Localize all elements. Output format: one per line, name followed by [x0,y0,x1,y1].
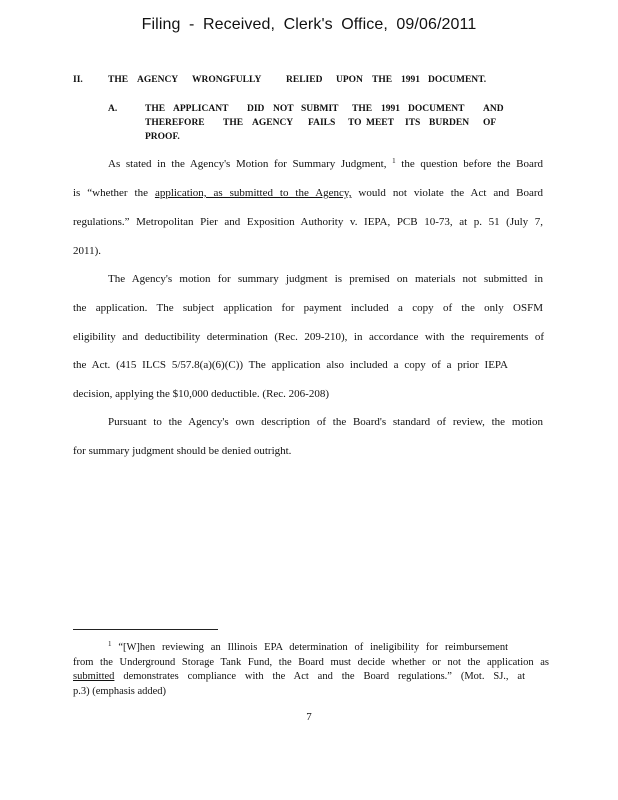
page-number: 7 [306,711,312,723]
heading-word: 1991 [381,104,400,114]
footnote-line-4: p.3) (emphasis added) [73,686,167,697]
heading-word: RELIED [286,75,323,85]
heading-word: THE [372,75,393,85]
paragraph-3-line-2: for summary judgment should be denied outright. [73,445,292,457]
paragraph-1-line-1: As stated in the Agency's Motion for Summary Judgment, $^1$ the question before the Board [108,157,544,170]
heading-a-letter: A. [108,104,118,114]
heading-word: AND [483,104,504,114]
heading-word: DOCUMENT. [428,75,487,85]
paragraph-1-line-4: 2011). [73,245,102,257]
heading-word: AGENCY [252,118,294,128]
heading-word: TO [348,118,362,128]
heading-word: SUBMIT [301,104,339,114]
heading-word: THE [145,104,166,114]
footnote-line-1: $^1$ “[W]hen reviewing an Illinois EPA determination of ineligibility for reimbursement [108,640,508,653]
footnote-line-2: from the Underground Storage Tank Fund, the Board must decide whether or not the application as [73,657,549,668]
heading-word: PROOF. [145,132,180,142]
paragraph-2-line-4: the Act. (415 ILCS 5/57.8(a)(6)(C)) The application also included a copy of a prior IEPA [73,359,508,371]
footnote-marker: 1 [108,640,112,648]
underlined-emphasis: application, as submitted to the Agency, [154,187,352,199]
heading-word: 1991 [401,75,420,85]
filing-stamp-header: Filing - Received, Clerk's Office, 09/06/2011 [141,16,477,33]
paragraph-1-line-2: is “whether the application, as submitted to the Agency, would not violate the Act and Board [73,187,544,199]
footnote-reference[interactable]: 1 [392,157,396,165]
heading-word: MEET [366,118,394,128]
heading-word: DID [247,104,265,114]
paragraph-1-line-3: regulations.” Metropolitan Pier and Exposition Authority v. IEPA, PCB 10-73, at p. 51 (July 7, [73,216,543,228]
heading-word: DOCUMENT [408,104,465,114]
paragraph-2-line-5: decision, applying the $10,000 deductible. (Rec. 206-208) [73,388,329,400]
underlined-emphasis: submitted [73,671,115,682]
heading-ii-number: II. [73,75,83,85]
heading-word: BURDEN [429,118,470,128]
heading-word: APPLICANT [173,104,229,114]
heading-word: WRONGFULLY [192,75,262,85]
heading-word: THEREFORE [145,118,205,128]
paragraph-2-line-1: The Agency's motion for summary judgment is premised on materials not submitted in [108,273,543,285]
heading-word: THE [352,104,373,114]
heading-word: THE [223,118,244,128]
footnote-separator [73,629,218,630]
heading-word: AGENCY [137,75,179,85]
heading-word: ITS [405,118,421,128]
heading-word: NOT [273,104,294,114]
heading-word: FAILS [308,118,336,128]
footnote-line-3: submitted demonstrates compliance with the Act and the Board regulations.” (Mot. SJ., at [73,671,526,682]
paragraph-2-line-2: the application. The subject application for payment included a copy of the only OSFM [73,302,543,314]
heading-word: OF [483,118,497,128]
heading-word: THE [108,75,129,85]
heading-word: UPON [336,75,363,85]
paragraph-3-line-1: Pursuant to the Agency's own description of the Board's standard of review, the motion [108,416,543,428]
paragraph-2-line-3: eligibility and deductibility determination (Rec. 209-210), in accordance with the requirements of [73,331,544,343]
